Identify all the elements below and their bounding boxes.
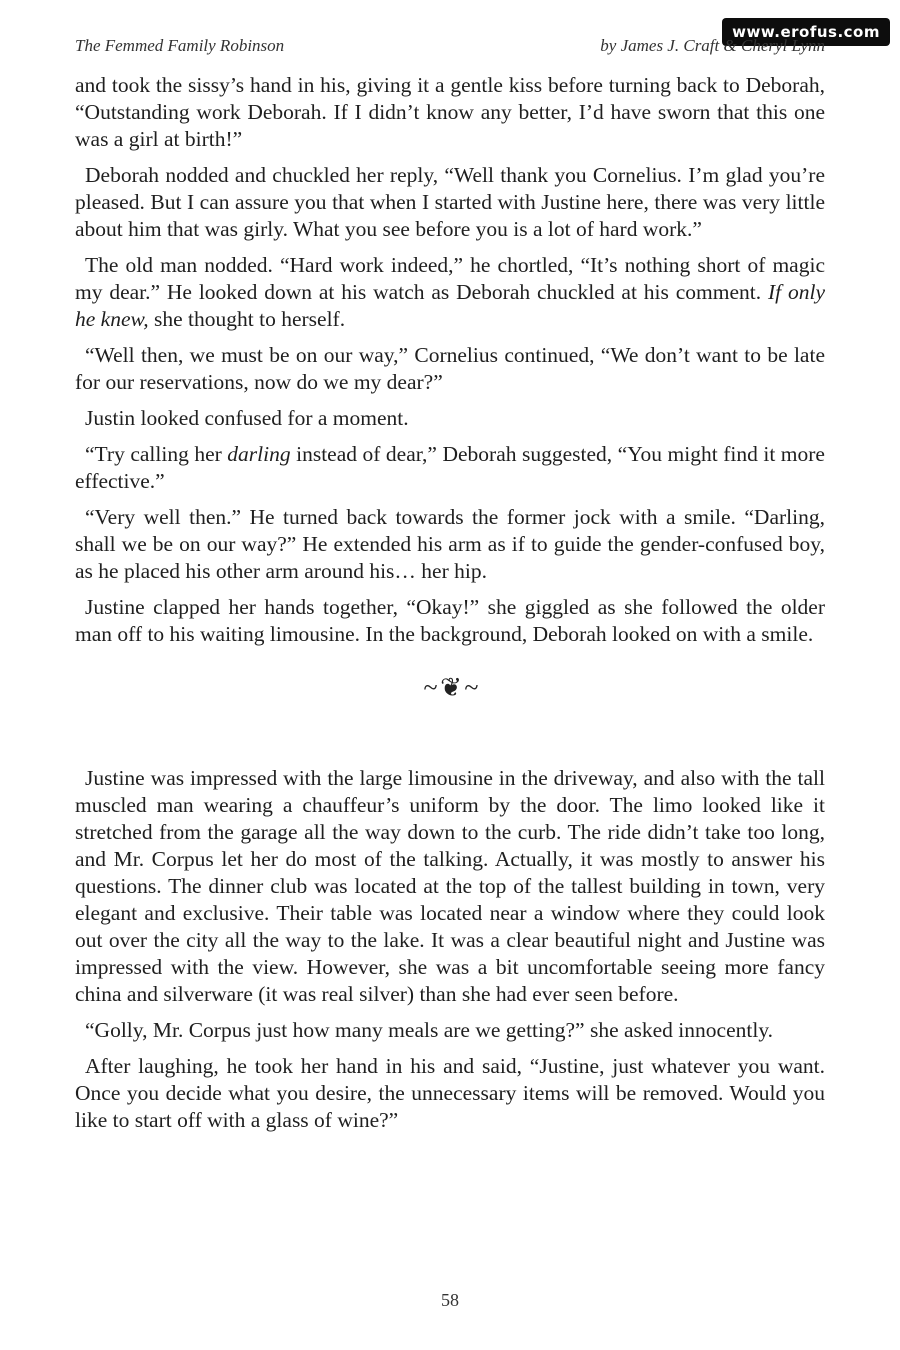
book-authors: by James J. Craft & Cheryl Lynn (600, 36, 825, 55)
paragraph: Deborah nodded and chuckled her reply, “Well thank you Cornelius. I’m glad you’re pleased. But I can assure you that when I started with Justine here, there was very little about him that was girly. What you see before you is a lot of hard work.” (75, 163, 825, 241)
paragraph: and took the sissy’s hand in his, giving it a gentle kiss before turning back to Deborah, “Outstanding work Deborah. If I didn’t know any better, I’d have sworn that this one was a girl at birth!” (75, 73, 825, 151)
paragraph: Justine was impressed with the large limousine in the driveway, and also with the tall muscled man wearing a chauffeur’s uniform by the door. The limo looked like it stretched from the garage all the way down to the curb. The ride didn’t take too long, and Mr. Corpus let her do most of the talking. Actually, it was mostly to answer his questions. The dinner club was located at the top of the tallest building in town, very elegant and exclusive. Their table was located near a window where they could look out over the city all the way to the lake. It was a clear beautiful night and Justine was impressed with the view. However, she was a bit uncomfortable seeing more fancy china and silverware (it was real silver) than she had ever seen before. (75, 766, 825, 1006)
paragraph: Justine clapped her hands together, “Okay!” she giggled as she followed the older man off to his waiting limousine. In the background, Deborah looked on with a smile. (75, 595, 825, 646)
body-text (75, 72, 825, 1143)
italic-word: darling (227, 442, 291, 466)
paragraph: After laughing, he took her hand in his and said, “Justine, just whatever you want. Once you decide what you desire, the unnecessary items will be removed. Would you like to start off with a glass of wine?” (75, 1054, 825, 1132)
paragraph: “Very well then.” He turned back towards the former jock with a smile. “Darling, shall we be on our way?” He extended his arm as if to guide the gender-confused boy, as he placed his other arm around his… her hip. (75, 505, 825, 583)
book-title: The Femmed Family Robinson (75, 36, 285, 55)
paragraph: The old man nodded. “Hard work indeed,” he chortled, “It’s nothing short of magic my dear.” He looked down at his watch as Deborah chuckled at his comment. If only he knew, she thought to herself. (75, 253, 825, 331)
paragraph: “Golly, Mr. Corpus just how many meals are we getting?” she asked innocently. (85, 1018, 774, 1042)
watermark-logo[interactable]: www.erofus.com (722, 18, 890, 46)
paragraph: “Well then, we must be on our way,” Cornelius continued, “We don’t want to be late for our reservations, now do we my dear?” (75, 343, 825, 394)
italic-thought: If only he knew, (75, 280, 825, 331)
section-break-ornament-icon: ~ ❦ ~ (423, 673, 477, 702)
paragraph: “Try calling her darling instead of dear,” Deborah suggested, “You might find it more effective.” (75, 442, 825, 493)
paragraph: Justin looked confused for a moment. (85, 406, 409, 430)
page-number: 58 (441, 1290, 459, 1310)
